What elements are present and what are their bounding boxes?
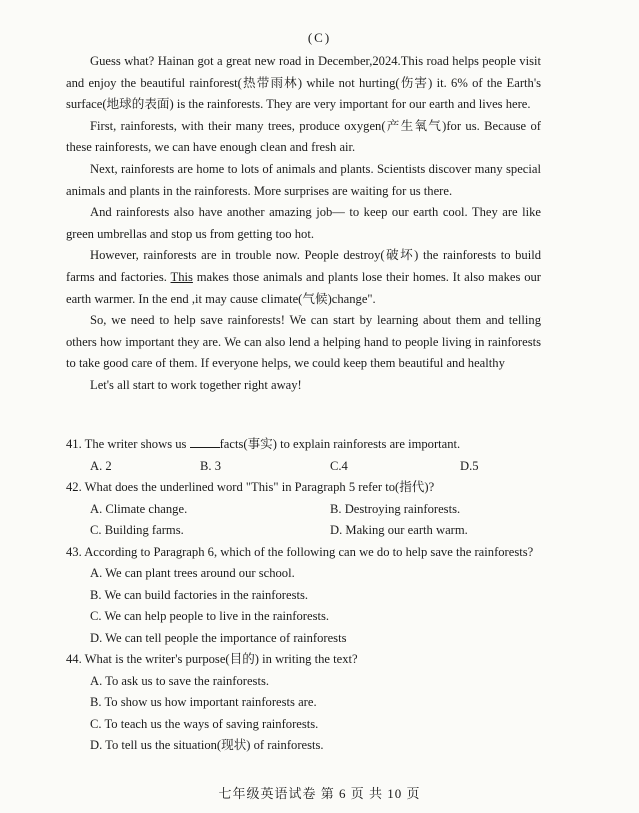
option-c[interactable]: C. We can help people to live in the rainforests.: [90, 609, 330, 623]
option-b[interactable]: B. We can build factories in the rainforests.: [90, 587, 309, 602]
option-c[interactable]: C. Building farms.: [90, 523, 184, 537]
option-a[interactable]: A. We can plant trees around our school.: [90, 566, 295, 580]
question-stem-end: facts(事实) to explain rainforests are important.: [219, 437, 461, 451]
paragraph-5-start: However, rainforests are in trouble now. People destroy(破坏) the rainforests to build farms and factories.: [66, 248, 541, 284]
option-b[interactable]: B. Destroying rainforests.: [330, 501, 461, 516]
question-list: [66, 434, 546, 757]
option-a[interactable]: A. To ask us to save the rainforests.: [90, 673, 270, 688]
option-d[interactable]: D. To tell us the situation(现状) of rainforests.: [90, 738, 324, 752]
option-d[interactable]: D. Making our earth warm.: [330, 523, 468, 537]
question-44: [66, 649, 546, 757]
paragraph-5-end: makes those animals and plants lose their homes. It also makes our earth warmer. In the end ,it may cause climate(气候)change".: [66, 269, 542, 306]
option-b[interactable]: B. To show us how important rainforests are.: [90, 695, 317, 709]
paragraph-4: And rainforests also have another amazing job— to keep our earth cool. They are like green umbrellas and stop us from getting too hot.: [66, 205, 541, 241]
options-row: [66, 499, 546, 521]
question-stem: 42. What does the underlined word "This" in Paragraph 5 refer to(指代)?: [66, 480, 435, 494]
option-b[interactable]: B. 3: [200, 458, 221, 473]
question-42: [66, 477, 546, 542]
page-footer: 七年级英语试卷 第 6 页 共 10 页: [218, 786, 421, 801]
option-a[interactable]: A. Climate change.: [90, 501, 188, 516]
reading-passage: [66, 51, 541, 397]
question-stem: [66, 434, 546, 456]
section-label: (C): [307, 30, 332, 45]
paragraph-2: First, rainforests, with their many trees, produce oxygen(产生氧气)for us. Because of these rainforests, we can have enough clean and fresh air.: [66, 118, 541, 155]
question-stem-start: 41. The writer shows us: [66, 437, 190, 451]
option-d[interactable]: D.5: [460, 458, 479, 473]
paragraph-3: Next, rainforests are home to lots of animals and plants. Scientists discover many special animals and plants in the rainforests. More surprises are waiting for us there.: [66, 161, 541, 198]
option-a[interactable]: A. 2: [90, 458, 112, 473]
options-row: [66, 520, 546, 542]
question-43: [66, 542, 546, 650]
question-stem: 43. According to Paragraph 6, which of the following can we do to help save the rainforests?: [66, 544, 534, 559]
underlined-word-this: This: [170, 269, 193, 284]
paragraph-7: Let's all start to work together right away!: [90, 377, 302, 392]
paragraph-1: Guess what? Hainan got a great new road in December,2024.This road helps people visit and enjoy the beautiful rainforest(热带雨林) while not hurting(伤害) it. 6% of the Earth's surface(地球的表面) is the rainforests. They are very important for our earth and lives here.: [66, 54, 541, 112]
option-c[interactable]: C. To teach us the ways of saving rainforests.: [90, 716, 319, 731]
question-41: [66, 434, 546, 477]
option-c[interactable]: C.4: [330, 458, 348, 473]
answer-blank: [190, 437, 220, 448]
option-d[interactable]: D. We can tell people the importance of rainforests: [90, 630, 347, 645]
paragraph-6: So, we need to help save rainforests! We can start by learning about them and telling others how important they are. We can also lend a helping hand to people living in rainforests to take good care of them. If everyone helps, we could keep them beautiful and healthy: [66, 313, 541, 371]
options-row: [66, 456, 546, 478]
paragraph-5: [66, 245, 541, 310]
question-stem: 44. What is the writer's purpose(目的) in writing the text?: [66, 652, 358, 666]
